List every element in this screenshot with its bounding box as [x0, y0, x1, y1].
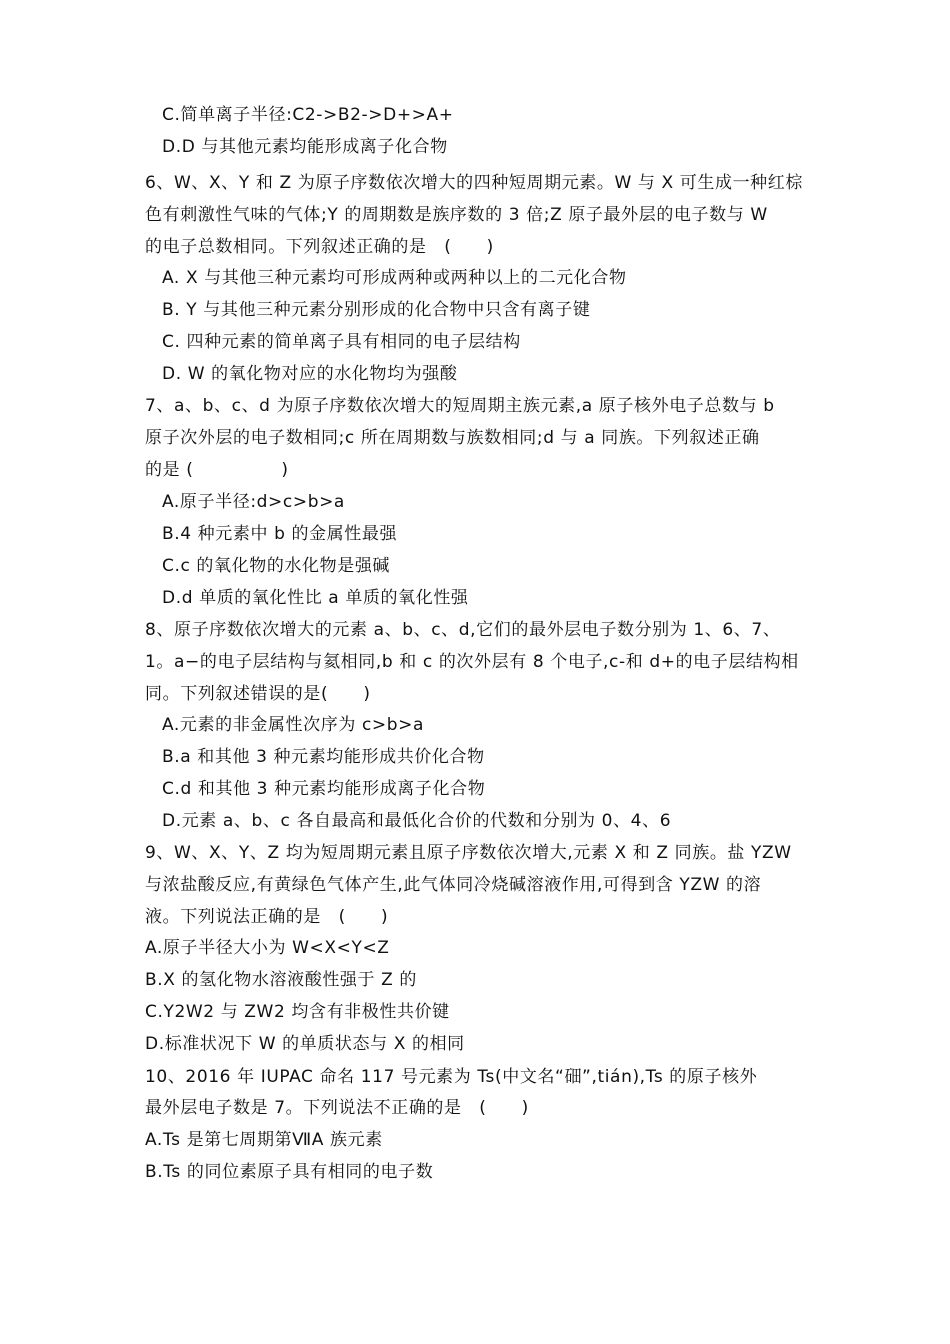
q10-stem-line-2: 最外层电子数是 7。下列说法不正确的是 ( ) [145, 1098, 529, 1118]
q7-option-b: B.4 种元素中 b 的金属性最强 [162, 524, 398, 544]
q9-stem-line-1: 9、W、X、Y、Z 均为短周期元素且原子序数依次增大,元素 X 和 Z 同族。盐 YZW [145, 843, 792, 863]
q8-stem-line-1: 8、原子序数依次增大的元素 a、b、c、d,它们的最外层电子数分别为 1、6、7、 [145, 620, 781, 640]
q10-option-a: A.Ts 是第七周期第ⅦA 族元素 [145, 1130, 383, 1150]
q9-option-a: A.原子半径大小为 W<X<Y<Z [145, 938, 390, 958]
q9-stem-line-2: 与浓盐酸反应,有黄绿色气体产生,此气体同冷烧碱溶液作用,可得到含 YZW 的溶 [145, 875, 762, 895]
q9-option-d: D.标准状况下 W 的单质状态与 X 的相同 [145, 1034, 465, 1054]
q8-stem-line-2: 1。a−的电子层结构与氦相同,b 和 c 的次外层有 8 个电子,c-和 d+的电子层结构相 [145, 652, 799, 672]
q8-option-b: B.a 和其他 3 种元素均能形成共价化合物 [162, 747, 485, 767]
q10-option-b: B.Ts 的同位素原子具有相同的电子数 [145, 1162, 434, 1182]
q6-option-d: D. W 的氧化物对应的水化物均为强酸 [162, 364, 458, 384]
q9-option-c: C.Y2W2 与 ZW2 均含有非极性共价键 [145, 1002, 450, 1022]
q9-stem-line-3: 液。下列说法正确的是 ( ) [145, 907, 389, 927]
q7-option-a: A.原子半径:d>c>b>a [162, 492, 345, 512]
q8-stem-line-3: 同。下列叙述错误的是( ) [145, 684, 371, 704]
q5-option-d: D.D 与其他元素均能形成离子化合物 [162, 137, 448, 157]
q9-option-b: B.X 的氢化物水溶液酸性强于 Z 的 [145, 970, 417, 990]
q7-stem-line-3: 的是 ( ) [145, 460, 289, 480]
q6-stem-line-3: 的电子总数相同。下列叙述正确的是 ( ) [145, 237, 494, 257]
q6-option-b: B. Y 与其他三种元素分别形成的化合物中只含有离子键 [162, 300, 591, 320]
q7-stem-line-2: 原子次外层的电子数相同;c 所在周期数与族数相同;d 与 a 同族。下列叙述正确 [145, 428, 760, 448]
q10-stem-line-1: 10、2016 年 IUPAC 命名 117 号元素为 Ts(中文名“鿬”,tián),Ts 的原子核外 [145, 1067, 758, 1087]
q8-option-a: A.元素的非金属性次序为 c>b>a [162, 715, 424, 735]
q6-stem-line-1: 6、W、X、Y 和 Z 为原子序数依次增大的四种短周期元素。W 与 X 可生成一种红棕 [145, 173, 803, 193]
q8-option-c: C.d 和其他 3 种元素均能形成离子化合物 [162, 779, 486, 799]
q7-option-c: C.c 的氧化物的水化物是强碱 [162, 556, 391, 576]
q7-option-d: D.d 单质的氧化性比 a 单质的氧化性强 [162, 588, 469, 608]
q6-option-a: A. X 与其他三种元素均可形成两种或两种以上的二元化合物 [162, 268, 627, 288]
q6-option-c: C. 四种元素的简单离子具有相同的电子层结构 [162, 332, 521, 352]
q5-option-c: C.简单离子半径:C2->B2->D+>A+ [162, 105, 454, 125]
q6-stem-line-2: 色有刺激性气味的气体;Y 的周期数是族序数的 3 倍;Z 原子最外层的电子数与 W [145, 205, 768, 225]
q8-option-d: D.元素 a、b、c 各自最高和最低化合价的代数和分别为 0、4、6 [162, 811, 672, 831]
q7-stem-line-1: 7、a、b、c、d 为原子序数依次增大的短周期主族元素,a 原子核外电子总数与 b [145, 396, 775, 416]
